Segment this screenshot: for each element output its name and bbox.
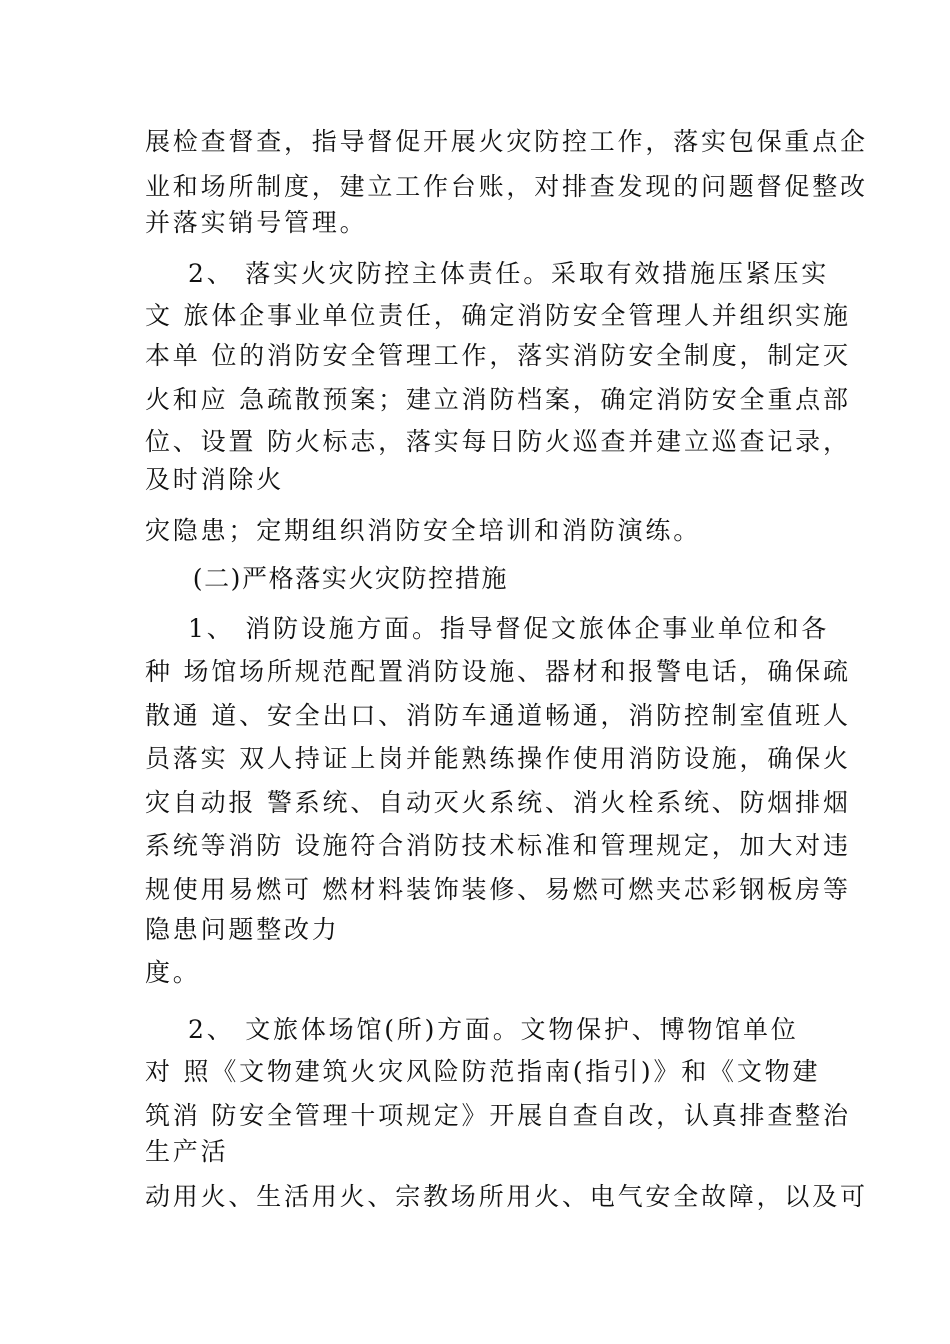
text-line: 2、 文旅体场馆(所)方面。文物保护、博物馆单位 bbox=[145, 1015, 799, 1044]
text-line: 本单 位的消防安全管理工作，落实消防安全制度，制定灭 bbox=[145, 341, 851, 370]
text-line: 1、 消防设施方面。指导督促文旅体企事业单位和各 bbox=[145, 614, 830, 643]
section-heading: (二)严格落实火灾防控措施 bbox=[145, 564, 509, 593]
text-line: 规使用易燃可 燃材料装饰装修、易燃可燃夹芯彩钢板房等 bbox=[145, 875, 851, 904]
text-line: 灾自动报 警系统、自动灭火系统、消火栓系统、防烟排烟 bbox=[145, 788, 851, 817]
text-line: 筑消 防安全管理十项规定》开展自查自改，认真排查整治 bbox=[145, 1101, 851, 1130]
text-line: 动用火、生活用火、宗教场所用火、电气安全故障，以及可 bbox=[145, 1182, 868, 1211]
text-line: 文 旅体企事业单位责任，确定消防安全管理人并组织实施 bbox=[145, 301, 851, 330]
text-line: 生产活 bbox=[145, 1137, 229, 1166]
text-line: 灾隐患；定期组织消防安全培训和消防演练。 bbox=[145, 516, 702, 545]
text-line: 展检查督查，指导督促开展火灾防控工作，落实包保重点企 bbox=[145, 127, 868, 156]
text-line: 2、 落实火灾防控主体责任。采取有效措施压紧压实 bbox=[145, 259, 830, 288]
text-line: 员落实 双人持证上岗并能熟练操作使用消防设施，确保火 bbox=[145, 744, 851, 773]
text-line: 种 场馆场所规范配置消防设施、器材和报警电话，确保疏 bbox=[145, 657, 851, 686]
text-line: 度。 bbox=[145, 958, 201, 987]
text-line: 位、设置 防火标志，落实每日防火巡查并建立巡查记录， bbox=[145, 427, 851, 456]
text-line: 隐患问题整改力 bbox=[145, 915, 340, 944]
text-line: 散通 道、安全出口、消防车通道畅通，消防控制室值班人 bbox=[145, 701, 851, 730]
text-line: 业和场所制度，建立工作台账，对排查发现的问题督促整改 bbox=[145, 172, 868, 201]
text-line: 对 照《文物建筑火灾风险防范指南(指引)》和《文物建 bbox=[145, 1057, 821, 1086]
text-line: 并落实销号管理。 bbox=[145, 208, 368, 237]
text-line: 及时消除火 bbox=[145, 465, 285, 494]
text-line: 系统等消防 设施符合消防技术标准和管理规定，加大对违 bbox=[145, 831, 851, 860]
text-line: 火和应 急疏散预案；建立消防档案，确定消防安全重点部 bbox=[145, 385, 851, 414]
